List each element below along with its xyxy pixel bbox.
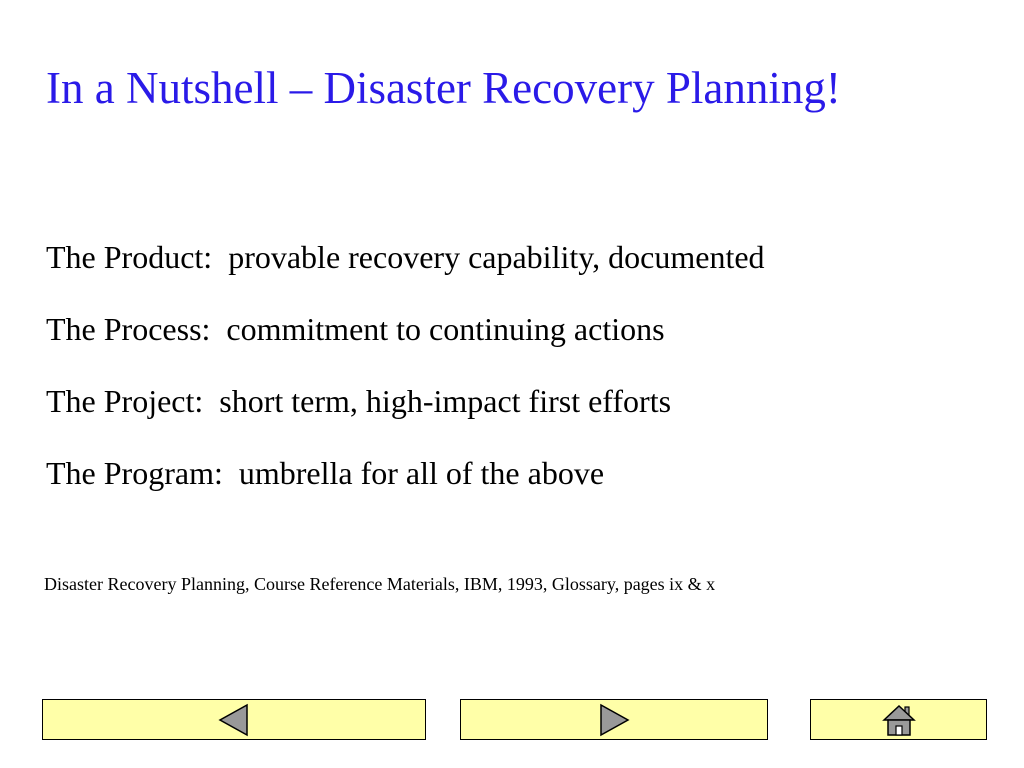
citation-text: Disaster Recovery Planning, Course Reference Materials, IBM, 1993, Glossary, pages ix & x <box>44 574 716 594</box>
definition-term: The Product: <box>46 239 213 275</box>
triangle-left-icon <box>217 703 251 737</box>
house-icon <box>882 703 916 737</box>
definition-term: The Project: <box>46 383 204 419</box>
home-button[interactable] <box>810 699 987 740</box>
definition-term: The Process: <box>46 311 211 347</box>
definition-description: commitment to continuing actions <box>226 311 665 347</box>
triangle-right-icon <box>597 703 631 737</box>
definition-description: umbrella for all of the above <box>238 455 605 491</box>
slide-title: In a Nutshell – Disaster Recovery Planning! <box>46 63 841 113</box>
previous-slide-button[interactable] <box>42 699 426 740</box>
definition-term: The Program: <box>46 455 223 491</box>
definition-description: provable recovery capability, documented <box>228 239 765 275</box>
definition-program <box>46 457 604 489</box>
next-slide-button[interactable] <box>460 699 768 740</box>
definition-project <box>46 385 671 417</box>
definition-process <box>46 313 665 345</box>
definition-product <box>46 241 765 273</box>
definition-description: short term, high-impact first efforts <box>219 383 672 419</box>
